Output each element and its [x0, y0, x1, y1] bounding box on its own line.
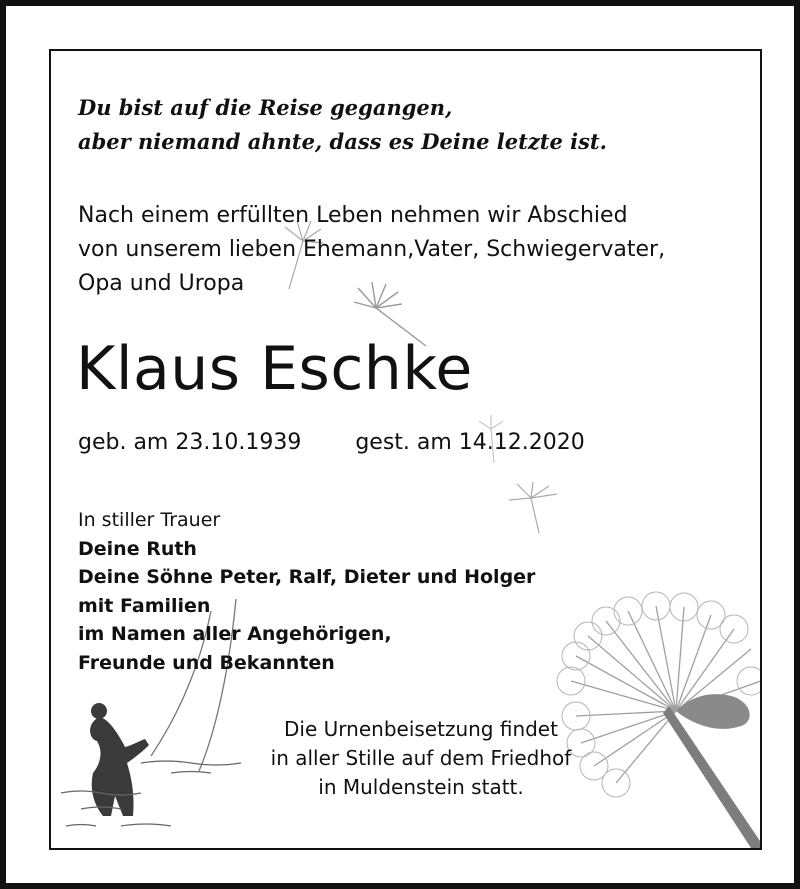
mourners-heading: In stiller Trauer	[78, 509, 221, 531]
mourner-line: Deine Söhne Peter, Ralf, Dieter und Holger	[78, 566, 536, 588]
burial-line: Die Urnenbeisetzung findet	[284, 717, 558, 741]
intro-line: Nach einem erfüllten Leben nehmen wir Abschied	[78, 203, 628, 228]
mourner-line: mit Familien	[78, 594, 211, 617]
burial-line: in Muldenstein statt.	[318, 775, 524, 799]
mourner-line: im Namen aller Angehörigen,	[78, 623, 392, 645]
notice-inner-frame	[49, 49, 762, 850]
burial-notice	[236, 715, 606, 802]
deceased-name: Klaus Eschke	[76, 334, 473, 404]
birth-date: geb. am 23.10.1939	[78, 430, 302, 455]
mourner-line: Freunde und Bekannten	[78, 651, 335, 674]
mourners-block	[78, 506, 535, 677]
farewell-intro	[78, 199, 665, 301]
life-dates	[78, 426, 585, 460]
intro-line: von unserem lieben Ehemann,Vater, Schwiegervater,	[78, 237, 666, 262]
mourner-line: Deine Ruth	[78, 537, 197, 560]
death-date: gest. am 14.12.2020	[355, 430, 585, 455]
intro-line: Opa und Uropa	[78, 271, 245, 296]
motto-line: aber niemand ahnte, dass es Deine letzte ist.	[78, 129, 607, 154]
motto-verse	[78, 91, 607, 159]
motto-line: Du bist auf die Reise gegangen,	[78, 95, 453, 120]
burial-line: in aller Stille auf dem Friedhof	[270, 746, 572, 770]
